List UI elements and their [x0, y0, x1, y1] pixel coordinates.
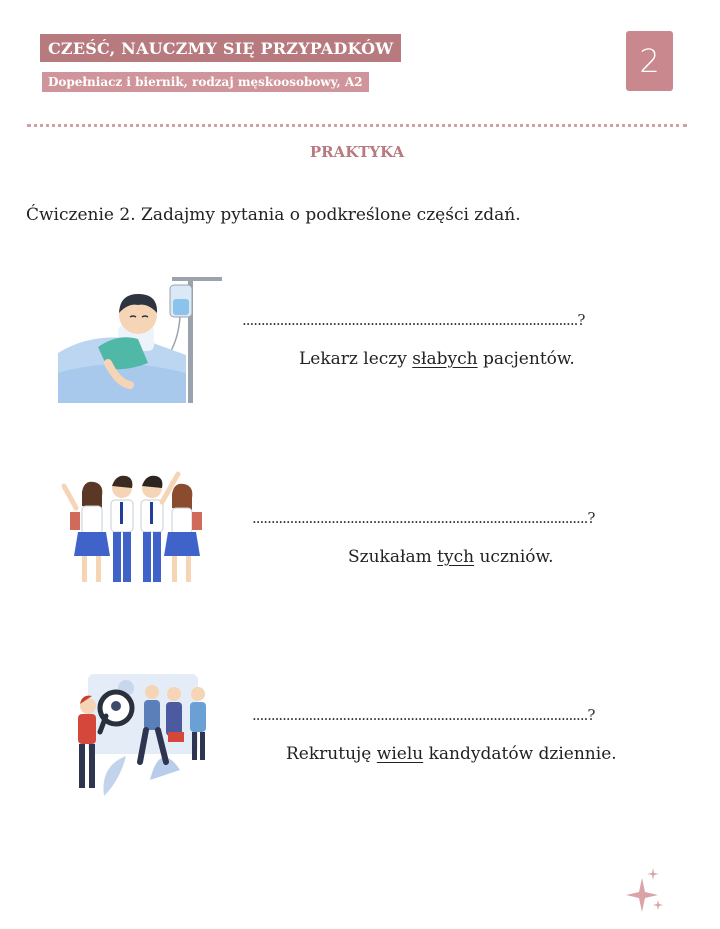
sentence-part: uczniów.: [474, 547, 554, 567]
sentence-text: [299, 349, 575, 369]
answer-line[interactable]: .........................................................................................?: [242, 311, 585, 329]
recruitment-illustration: [60, 670, 216, 800]
sparkle-icon: [622, 866, 666, 916]
sentence-part: Rekrutuję: [286, 744, 377, 764]
section-heading: PRAKTYKA: [309, 143, 405, 161]
sentence-part: pacjentów.: [477, 349, 575, 369]
answer-line[interactable]: .........................................................................................?: [252, 509, 595, 527]
underlined-word: wielu: [376, 744, 424, 764]
worksheet-title: CZEŚĆ, NAUCZMY SIĘ PRZYPADKÓW: [40, 34, 401, 62]
page-number-badge: 2: [626, 31, 673, 91]
underlined-word: słabych: [412, 349, 478, 369]
answer-line[interactable]: .........................................................................................?: [252, 706, 595, 724]
sentence-part: kandydatów dziennie.: [423, 744, 617, 764]
sentence-text: [286, 744, 617, 764]
hospital-patient-illustration: [58, 273, 224, 405]
sentence-part: Szukałam: [348, 547, 438, 567]
sentence-text: [348, 547, 553, 567]
worksheet-subtitle: Dopełniacz i biernik, rodzaj męskoosobowy, A2: [42, 72, 369, 92]
sentence-part: Lekarz leczy: [299, 349, 413, 369]
exercise-title: Ćwiczenie 2. Zadajmy pytania o podkreślone części zdań.: [26, 205, 521, 225]
students-group-illustration: [58, 466, 210, 594]
dotted-divider: [27, 124, 687, 127]
underlined-word: tych: [437, 547, 475, 567]
